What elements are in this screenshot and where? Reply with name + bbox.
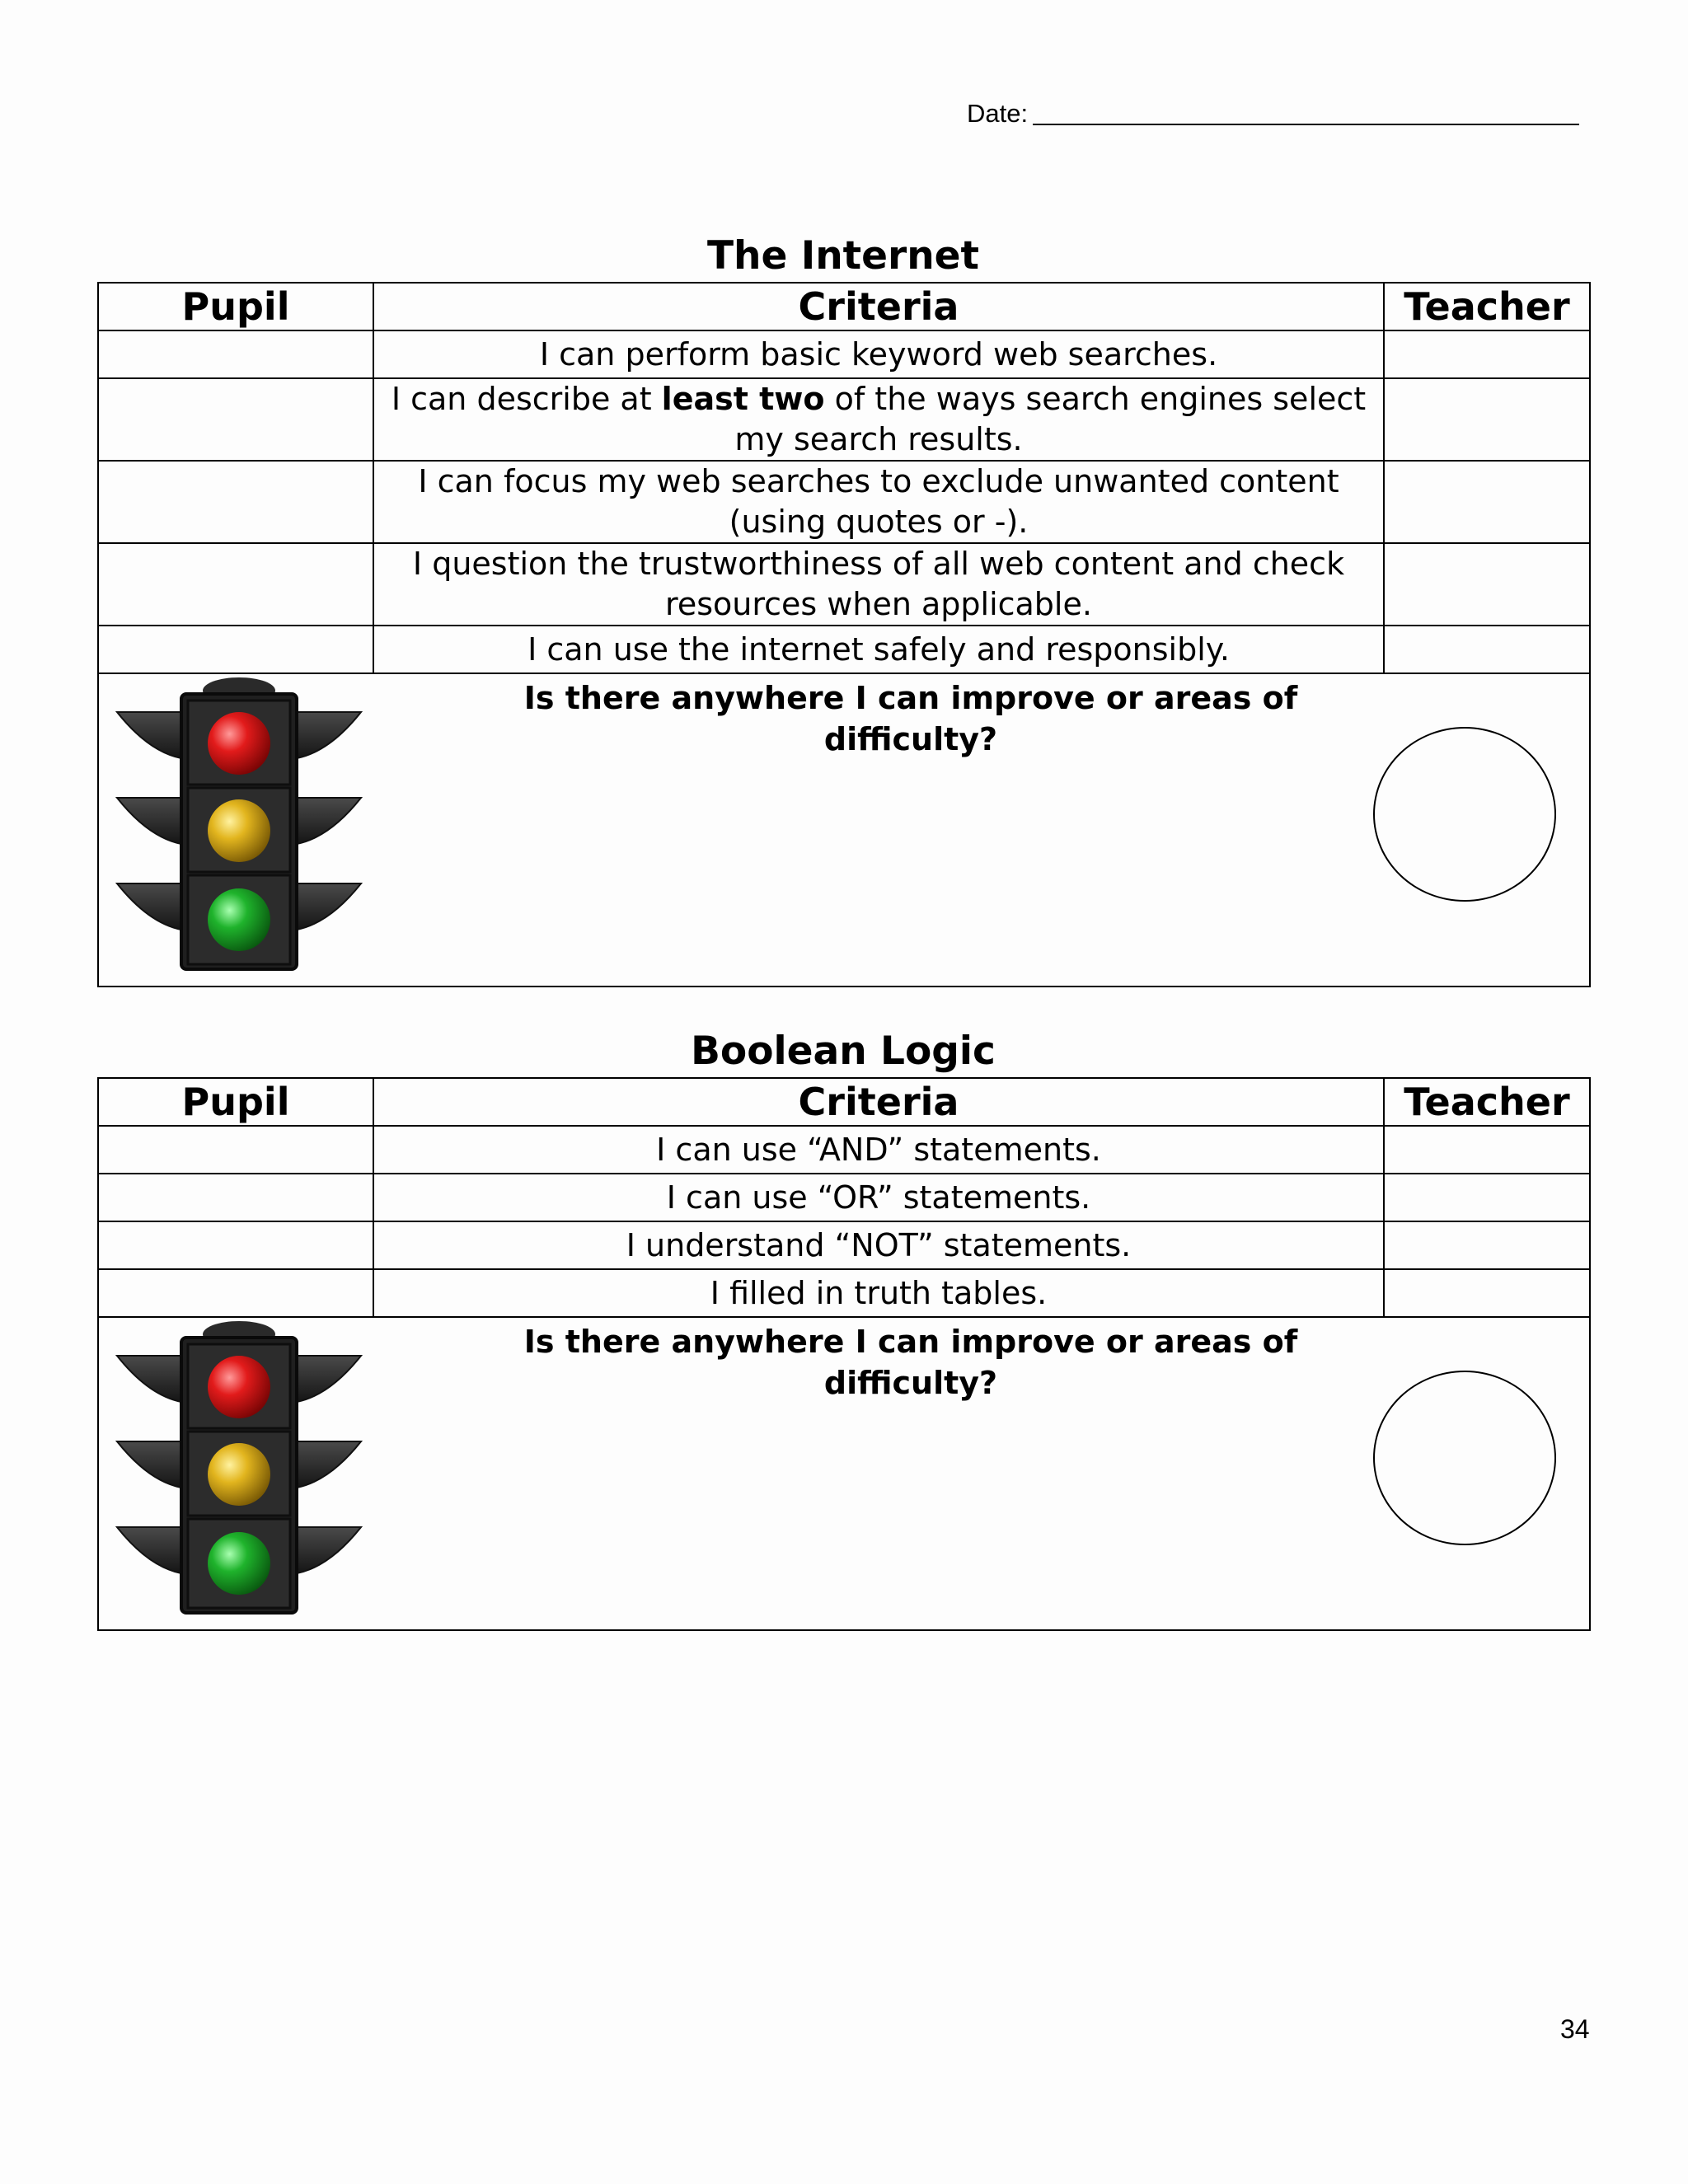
criterion-text: I filled in truth tables. <box>373 1269 1384 1317</box>
table-row <box>98 1126 1590 1174</box>
criterion-text: I can perform basic keyword web searches. <box>373 330 1384 378</box>
reflection-row <box>98 1317 1590 1630</box>
teacher-check-cell[interactable] <box>1384 1221 1590 1269</box>
criterion-text: I can use “AND” statements. <box>373 1126 1384 1174</box>
table-row <box>98 1269 1590 1317</box>
pupil-check-cell[interactable] <box>98 330 373 378</box>
reflection-cell[interactable] <box>98 1317 1590 1630</box>
table-row <box>98 461 1590 543</box>
date-field[interactable] <box>967 97 1579 130</box>
reflection-question: Is there anywhere I can improve or areas of difficulty? <box>523 1324 1298 1401</box>
teacher-check-cell[interactable] <box>1384 461 1590 543</box>
section-title-boolean: Boolean Logic <box>691 1029 996 1074</box>
criterion-text: I can use the internet safely and responsibly. <box>373 626 1384 673</box>
date-label: Date: <box>967 99 1029 128</box>
criterion-text: I understand “NOT” statements. <box>373 1221 1384 1269</box>
criterion-text: I can focus my web searches to exclude unwanted content (using quotes or -). <box>373 461 1384 543</box>
traffic-light-icon <box>115 676 363 972</box>
table-row <box>98 626 1590 673</box>
table-row <box>98 330 1590 378</box>
teacher-check-cell[interactable] <box>1384 1126 1590 1174</box>
pupil-check-cell[interactable] <box>98 1126 373 1174</box>
section-title-internet: The Internet <box>706 233 980 279</box>
reflection-row <box>98 673 1590 987</box>
table-row <box>98 1174 1590 1221</box>
criterion-text: I can use “OR” statements. <box>373 1174 1384 1221</box>
pupil-check-cell[interactable] <box>98 1174 373 1221</box>
criteria-header: Criteria <box>373 1078 1384 1126</box>
pupil-header: Pupil <box>98 283 373 330</box>
teacher-check-cell[interactable] <box>1384 1174 1590 1221</box>
self-assessment-circle[interactable] <box>1373 727 1556 902</box>
table-row <box>98 543 1590 626</box>
self-assessment-circle[interactable] <box>1373 1371 1556 1545</box>
pupil-check-cell[interactable] <box>98 378 373 461</box>
table-row <box>98 1221 1590 1269</box>
date-blank-line[interactable] <box>1033 124 1579 125</box>
boolean-criteria-table <box>97 1077 1591 1631</box>
teacher-check-cell[interactable] <box>1384 543 1590 626</box>
criterion-text: I can describe at least two of the ways search engines select my search results. <box>373 378 1384 461</box>
reflection-question: Is there anywhere I can improve or areas of difficulty? <box>523 680 1298 757</box>
internet-criteria-table <box>97 282 1591 987</box>
criterion-emphasis: least two <box>661 381 825 417</box>
criteria-header: Criteria <box>373 283 1384 330</box>
teacher-header: Teacher <box>1384 1078 1590 1126</box>
criterion-text: I question the trustworthiness of all web content and check resources when applicable. <box>373 543 1384 626</box>
pupil-check-cell[interactable] <box>98 543 373 626</box>
page-number: 34 <box>1560 2014 1590 2044</box>
pupil-check-cell[interactable] <box>98 461 373 543</box>
reflection-cell[interactable] <box>98 673 1590 987</box>
pupil-check-cell[interactable] <box>98 1221 373 1269</box>
pupil-check-cell[interactable] <box>98 626 373 673</box>
traffic-light-icon <box>115 1319 363 1616</box>
pupil-header: Pupil <box>98 1078 373 1126</box>
teacher-check-cell[interactable] <box>1384 626 1590 673</box>
table-row <box>98 378 1590 461</box>
teacher-check-cell[interactable] <box>1384 378 1590 461</box>
teacher-check-cell[interactable] <box>1384 1269 1590 1317</box>
teacher-check-cell[interactable] <box>1384 330 1590 378</box>
table-header-row <box>98 1078 1590 1126</box>
teacher-header: Teacher <box>1384 283 1590 330</box>
pupil-check-cell[interactable] <box>98 1269 373 1317</box>
table-header-row <box>98 283 1590 330</box>
